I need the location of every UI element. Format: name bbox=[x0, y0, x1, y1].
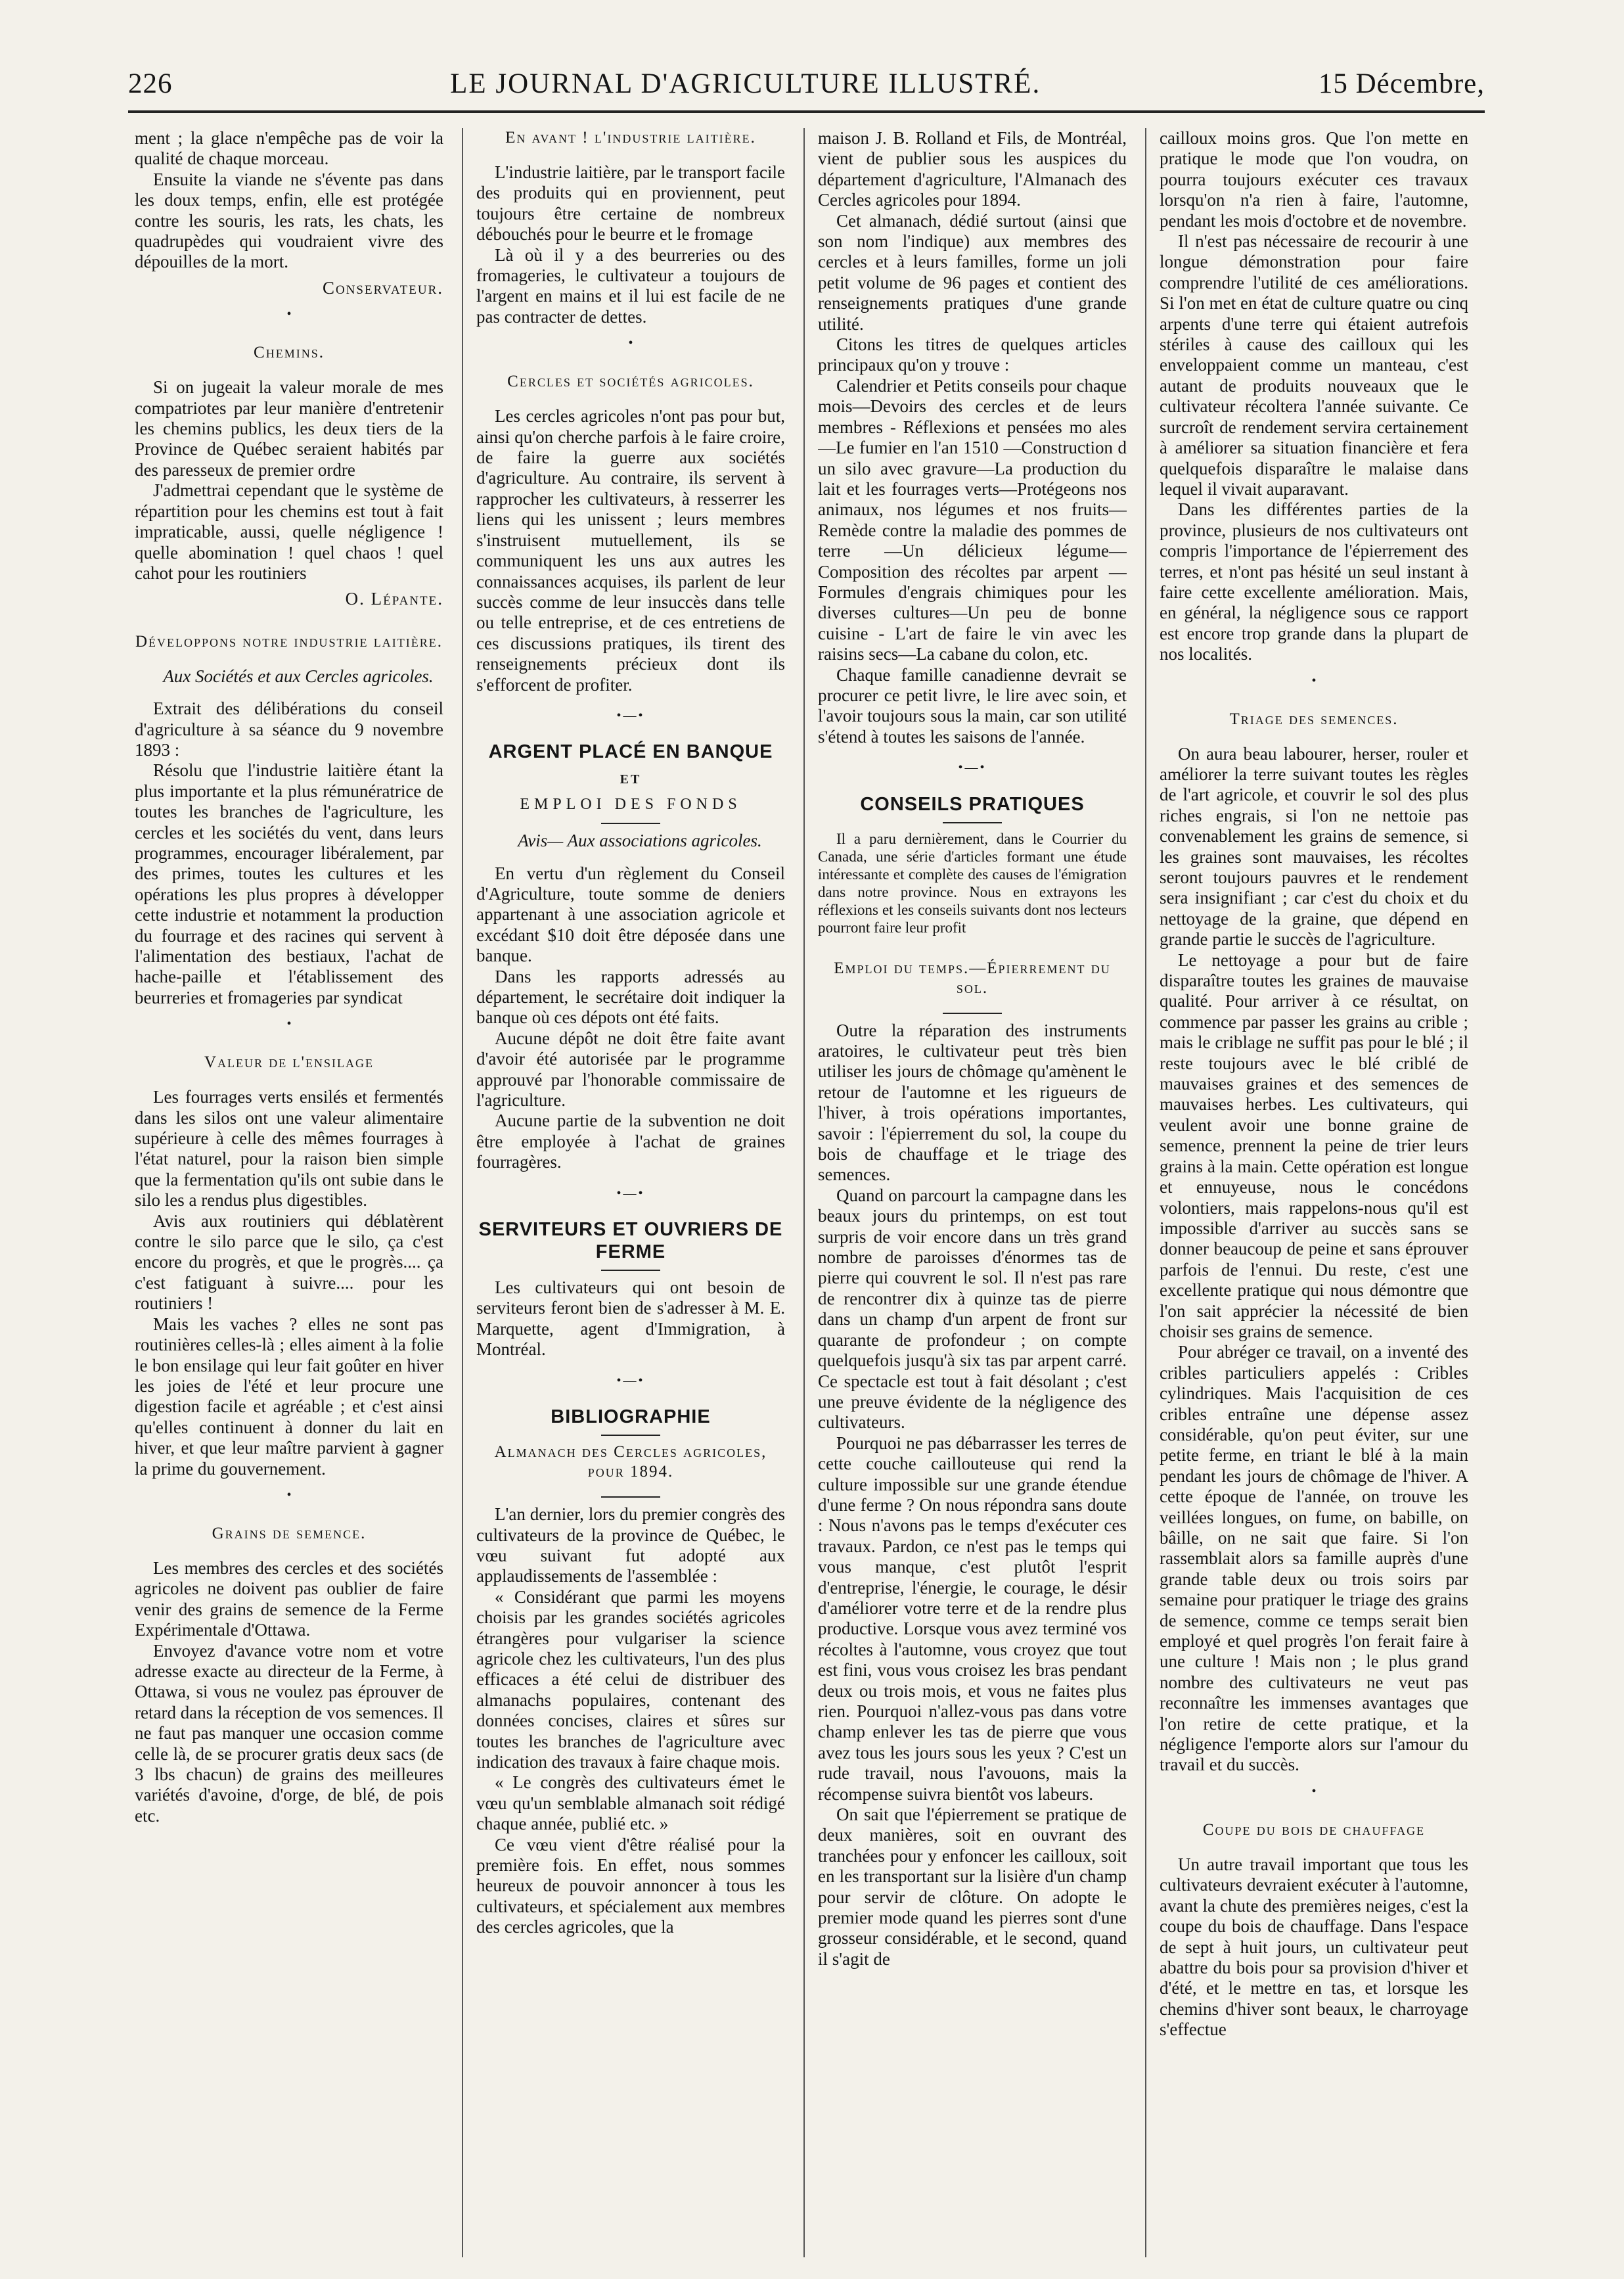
article-paragraph: Dans les différentes parties de la province, plusieurs de nos cultivateurs ont compris l'importance de l'épierrement des terres, et n'ont pas hésité un seul instant à faire cette excellente amélioration. Mais, en général, la négligence sous ce rapport est encore trop grande dans la plupart de nos localités. bbox=[1160, 499, 1468, 664]
article-paragraph: On sait que l'épierrement se pratique de deux manières, soit en ouvrant des tranchées pour y enfoncer les cailloux, soit en les transportant sur la lisière d'un champ pour servir de clôture. On adopte le premier mode quand les pierres sont d'une grosseur considérable, et le second, quand il s'agit de bbox=[818, 1805, 1127, 1969]
article-paragraph: Il n'est pas nécessaire de recourir à une longue démonstration pour faire comprendre l'utilité de ces améliorations. Si l'on met en état de culture quatre ou cinq arpents d'une terre qui étaient autrefois stériles à cause des cailloux qui les enveloppaient comme un manteau, c'est autant de produits nouveaux que le cultivateur récoltera l'année suivante. Ce surcroît de rendement servira certainement à améliorer sa situation financière et fera quelquefois disparaître le malaise dans lequel il vivait auparavant. bbox=[1160, 231, 1468, 499]
title-rule bbox=[601, 1496, 660, 1498]
column-divider bbox=[462, 128, 463, 2257]
section-heading: Cercles et sociétés agricoles. bbox=[507, 373, 754, 391]
column-divider bbox=[803, 128, 805, 2257]
journal-title: LE JOURNAL D'AGRICULTURE ILLUSTRÉ. bbox=[450, 68, 1041, 99]
article-paragraph: Pour abréger ce travail, on a inventé des cribles particuliers appelés : Cribles cylindriques. Mais l'acquisition de ces cribles entraîne une dépense assez considérable, qu'on peut éviter, sur une petite ferme, en triant le blé à la main pendant les jours de chômage de l'hiver. A cette époque de l'année, on trouve les veillées longues, on fume, on babille, on bâille, on ne sait que faire. Si l'on rassemblait alors sa famille auprès d'une grande table deux ou trois soirs par semaine pour pratiquer le triage des grains de semence, comme ce temps serait bien employé et quel progrès l'on ferait faire à une culture ! Mais non ; le plus grand nombre des cultivateurs ne veut pas reconnaître les immenses avantages que l'on retire de cette pratique, et la négligence l'emporte alors sur l'amour du travail et du succès. bbox=[1160, 1342, 1468, 1775]
article-paragraph: Calendrier et Petits conseils pour chaque mois—Devoirs des cercles et de leurs membres - Réflexions et pensées mo ales—Le fumier en l'an 1510 —Construction d un silo avec gravure—La production du lait et les fourrages verts—Protégeons nos animaux, nos légumes et nos fruits—Remède contre la maladie des pommes de terre —Un délicieux légume—Composition des récoltes par arpent —Formules d'engrais chimiques pour les diverses cultures—Un peu de bonne cuisine - L'art de faire le vin avec les raisins secs—La cabane du colon, etc. bbox=[818, 375, 1127, 664]
section-title: ARGENT PLACÉ EN BANQUE bbox=[488, 741, 773, 763]
signature: Conservateur. bbox=[322, 277, 443, 298]
column-3 bbox=[818, 128, 1127, 2257]
article-paragraph: Envoyez d'avance votre nom et votre adresse exacte au directeur de la Ferme, à Ottawa, si vous ne voulez pas éprouver de retard dans la réception de vos semences. Il ne faut pas manquer une occasion comme celle là, de se procurer gratis deux sacs (de 3 lbs chacun) de grains des meilleures variétés d'avoine, d'orge, de blé, de pois etc. bbox=[135, 1640, 443, 1826]
title-rule bbox=[601, 823, 660, 824]
article-paragraph: Un autre travail important que tous les cultivateurs devraient exécuter à l'automne, avant la chute des premières neiges, c'est la coupe du bois de chauffage. Dans l'espace de sept à huit jours, un cultivateur peut abattre du bois pour sa provision d'hiver et d'été, et le mettre en tas, et lorsque les chemins d'hiver sont beaux, le charroyage s'effectue bbox=[1160, 1854, 1468, 2040]
section-heading: Almanach des Cercles agricoles, pour 1894. bbox=[494, 1443, 767, 1481]
column-1 bbox=[135, 128, 443, 2257]
column-divider bbox=[1145, 128, 1146, 2257]
article-paragraph: Outre la réparation des instruments aratoires, le cultivateur peut très bien utiliser les jours de chômage qu'amènent le retour de l'automne et les rigueurs de l'hiver, à trois opérations importantes, savoir : l'épierrement du sol, la coupe du bois de chauffage et le triage des semences. bbox=[818, 1020, 1127, 1185]
article-paragraph: Extrait des délibérations du conseil d'agriculture à sa séance du 9 novembre 1893 : bbox=[135, 699, 443, 760]
article-paragraph: « Le congrès des cultivateurs émet le vœu qu'un semblable almanach soit rédigé chaque année, publié etc. » bbox=[476, 1772, 785, 1834]
article-paragraph: « Considérant que parmi les moyens choisis par les grandes sociétés agricoles étrangères pour vulgariser la science agricole chez les cultivateurs, l'un des plus efficaces a été celui de distribuer des almanachs populaires, contenant des données concises, claires et sûres sur toutes les branches de l'agriculture avec indication des travaux à faire chaque mois. bbox=[476, 1586, 785, 1772]
section-title: SERVITEURS ET OUVRIERS DE FERME bbox=[478, 1219, 783, 1263]
section-subheading: Aux Sociétés et aux Cercles agricoles. bbox=[163, 666, 434, 686]
article-paragraph: Aucune partie de la subvention ne doit être employée à l'achat de graines fourragères. bbox=[476, 1111, 785, 1172]
section-heading: Coupe du bois de chauffage bbox=[1202, 1820, 1426, 1839]
separator-stars: •—• bbox=[616, 1186, 645, 1201]
article-paragraph: Le nettoyage a pour but de faire disparaître toutes les graines de mauvaise qualité. Pour arriver à ce résultat, on commence par passer les grains au crible ; mais le criblage ne suffit pas pour le blé ; il reste toujours avec le blé criblé de mauvaises graines et des semences de mauvaises herbes. Les cultivateurs, qui veulent avoir une bonne graine de semence, prennent la peine de trier leurs grains à la main. Cette opération est longue et ennuyeuse, nous le concédons volontiers, mais rappelons-nous qu'il est impossible d'arriver au succès sans se donner beaucoup de peine et sans éprouver parfois de l'ennui. Du reste, c'est une excellente pratique qui nous démontre que l'on sait apprécier la nécessité de bien choisir ses grains de semence. bbox=[1160, 950, 1468, 1341]
page-header bbox=[128, 60, 1485, 106]
article-paragraph: ment ; la glace n'empêche pas de voir la qualité de chaque morceau. bbox=[135, 128, 443, 169]
section-heading: Triage des semences. bbox=[1229, 710, 1399, 728]
column-4 bbox=[1160, 128, 1468, 2257]
article-paragraph: Dans les rapports adressés au département, le secrétaire doit indiquer la banque où ces dépots ont été faits. bbox=[476, 966, 785, 1028]
section-title: BIBLIOGRAPHIE bbox=[551, 1406, 711, 1428]
section-title-connector: ET bbox=[620, 772, 642, 787]
section-heading: Chemins. bbox=[254, 344, 325, 362]
article-paragraph: En vertu d'un règlement du Conseil d'Agriculture, toute somme de deniers appartenant à une association agricole et excédant $10 doit être déposée dans une banque. bbox=[476, 863, 785, 966]
separator-stars: •—• bbox=[958, 760, 987, 775]
header-rule bbox=[128, 110, 1485, 113]
title-rule bbox=[943, 822, 1002, 823]
article-paragraph: Quand on parcourt la campagne dans les beaux jours du printemps, on est tout surpris de voir encore dans un très grand nombre de paroisses d'énormes tas de pierre qui couvrent le sol. Il n'est pas rare de rencontrer dix à quinze tas de pierre dans un champ d'un arpent de front sur quarante de profondeur ; on compte quelquefois jusqu'à six tas par arpent carré. Ce spectacle est tout à fait désolant ; c'est une preuve évidente de la négligence des cultivateurs. bbox=[818, 1185, 1127, 1433]
article-paragraph: Les fourrages verts ensilés et fermentés dans les silos ont une valeur alimentaire supérieure à celle des mêmes fourrages à l'état naturel, pour la raison bien simple que la fermentation qu'ils ont subie dans le silo les a rendus plus digestibles. bbox=[135, 1087, 443, 1210]
column-2 bbox=[476, 128, 785, 2257]
article-paragraph: Les membres des cercles et des sociétés agricoles ne doivent pas oublier de faire venir des grains de semence de la Ferme Expérimentale d'Ottawa. bbox=[135, 1557, 443, 1640]
article-paragraph: Ce vœu vient d'être réalisé pour la première fois. En effet, nous sommes heureux de pouvoir annoncer à tous les cultivateurs, et spécialement aux membres des cercles agricoles, que la bbox=[476, 1834, 785, 1937]
separator-dot: • bbox=[1311, 1784, 1317, 1799]
section-heading: Emploi du temps.—Épierrement du sol. bbox=[834, 959, 1111, 997]
article-paragraph: J'admettrai cependant que le système de répartition pour les chemins est tout à fait impraticable, aussi, quelle négligence ! quelle abomination ! quel chaos ! quel cahot pour les routiniers bbox=[135, 480, 443, 583]
article-paragraph: cailloux moins gros. Que l'on mette en pratique le mode que l'on voudra, on pourra toujours exécuter ces travaux lorsqu'on n'a rien à faire, l'automne, pendant les mois d'octobre et de novembre. bbox=[1160, 128, 1468, 231]
separator-dot: • bbox=[1311, 673, 1317, 688]
article-paragraph: Citons les titres de quelques articles principaux qu'on y trouve : bbox=[818, 334, 1127, 375]
title-rule bbox=[601, 1435, 660, 1436]
article-paragraph: Chaque famille canadienne devrait se procurer ce petit livre, le lire avec soin, et l'avoir toujours sous la main, car son utilité s'étend à toutes les saisons de l'année. bbox=[818, 664, 1127, 747]
separator-dot: • bbox=[286, 1487, 292, 1502]
article-paragraph: Avis aux routiniers qui déblatèrent contre le silo parce que le silo, ça c'est encore du progrès, et que le progrès.... ça c'est fatiguant à suivre.... pour les routiniers ! bbox=[135, 1210, 443, 1314]
section-heading: Grains de semence. bbox=[212, 1524, 367, 1542]
article-paragraph: L'industrie laitière, par le transport facile des produits qui en proviennent, peut toujours être certaine de nombreux débouchés pour le beurre et le fromage bbox=[476, 162, 785, 244]
article-paragraph: Les cercles agricoles n'ont pas pour but, ainsi qu'on cherche parfois à le faire croire, de faire la guerre aux sociétés d'agriculture. Au contraire, ils servent à rapprocher les cultivateurs, à resserrer les liens qui les unissent ; leurs membres s'instruisent mutuellement, ils se communiquent les uns aux autres les connaissances acquises, ils parlent de leur succès comme de leur insuccès dans telle ou telle entreprise, et de ces entretiens de ces discussions pratiques, ils tirent des renseignements précieux dont ils s'efforcent de profiter. bbox=[476, 406, 785, 695]
section-title: CONSEILS PRATIQUES bbox=[860, 793, 1085, 815]
article-paragraph: Là où il y a des beurreries ou des fromageries, le cultivateur a toujours de l'argent en mains et il lui est facile de ne pas contracter de dettes. bbox=[476, 244, 785, 327]
issue-date: 15 Décembre, bbox=[1318, 68, 1485, 99]
article-paragraph: maison J. B. Rolland et Fils, de Montréal, vient de publier sous les auspices du département d'agriculture, l'Almanach des Cercles agricoles pour 1894. bbox=[818, 128, 1127, 210]
separator-dot: • bbox=[286, 1017, 292, 1032]
section-heading: Développons notre industrie laitière. bbox=[135, 632, 443, 651]
separator-dot: • bbox=[286, 307, 292, 322]
article-paragraph: Ensuite la viande ne s'évente pas dans les doux temps, enfin, elle est protégée contre les souris, les rats, les chats, les quadrupèdes qui voudraient vivre des dépouilles de la mort. bbox=[135, 169, 443, 272]
section-heading: En avant ! l'industrie laitière. bbox=[505, 129, 756, 147]
article-paragraph: L'an dernier, lors du premier congrès des cultivateurs de la province de Québec, le vœu suivant fut adopté aux applaudissements de l'assemblée : bbox=[476, 1504, 785, 1586]
article-paragraph: Les cultivateurs qui ont besoin de serviteurs feront bien de s'adresser à M. E. Marquette, agent d'Immigration, à Montréal. bbox=[476, 1278, 785, 1360]
article-paragraph: Cet almanach, dédié surtout (ainsi que son nom l'indique) aux membres des cercles et à leurs familles, forme un joli petit volume de 96 pages et contient des renseignements pratiques d'une grande utilité. bbox=[818, 210, 1127, 334]
title-rule bbox=[601, 1270, 660, 1271]
separator-stars: •—• bbox=[616, 1373, 645, 1388]
title-rule bbox=[943, 1013, 1002, 1014]
article-paragraph: Résolu que l'industrie laitière étant la plus importante et la plus rémunératrice de toutes les branches de l'agriculture, les cercles et les sociétés du vent, dans leurs programmes, encourager libéralement, par des primes, toutes les cultures et les opérations les plus propres à développer cette industrie et notamment la production du fourrage et des racines qui servent à l'alimentation des bestiaux, l'achat de hache-paille et l'établissement des beurreries et fromageries par syndicat bbox=[135, 760, 443, 1007]
separator-stars: •—• bbox=[616, 708, 645, 723]
section-subheading: Avis— Aux associations agricoles. bbox=[518, 831, 762, 851]
article-paragraph: Il a paru dernièrement, dans le Courrier du Canada, une série d'articles formant une étude intéressante et complète des causes de l'émigration dans notre province. Nous en extrayons les réflexions et les conseils suivants dont nos lecteurs pourront faire leur profit bbox=[818, 830, 1127, 936]
signature: O. Lépante. bbox=[345, 589, 443, 609]
article-paragraph: On aura beau labourer, herser, rouler et améliorer la terre suivant toutes les règles de l'art agricole, et couvrir le sol des plus riches engrais, si l'on ne nettoie pas convenablement les grains de semence, si les graines sont mauvaises, les récoltes seront toujours pauvres et le rendement sera insignifiant ; car c'est du choix et du nettoyage de la graine, que dépend en grande partie le succès de l'agriculture. bbox=[1160, 743, 1468, 950]
article-paragraph: Pourquoi ne pas débarrasser les terres de cette couche caillouteuse qui rend la culture impossible sur une grande étendue d'une ferme ? On nous répondra sans doute : Nous n'avons pas le temps d'exécuter ces travaux. Pardon, ce n'est pas le temps qui vous manque, c'est plutôt l'esprit d'entreprise, l'énergie, le courage, le désir d'améliorer votre terre et de la rendre plus productive. Lorsque vous avez terminé vos récoltes à l'automne, vous croyez que tout est fini, vous vous croisez les bras pendant deux ou trois mois, et vous ne faites plus rien. Pourquoi n'allez-vous pas dans votre champ enlever les tas de pierre que vous avez tous les jours sous les yeux ? C'est un rude travail, nous l'avouons, mais la récompense suivra bientôt vos labeurs. bbox=[818, 1433, 1127, 1804]
section-heading: Valeur de l'ensilage bbox=[204, 1053, 374, 1072]
separator-dot: • bbox=[628, 336, 633, 351]
article-paragraph: Mais les vaches ? elles ne sont pas routinières celles-là ; elles aiment à la folie le bon ensilage qui leur fait goûter en hiver les joies de l'été et leur procure une digestion facile et agréable ; et c'est ainsi qu'elles continuent à donner du lait en hiver, et que leur maître parvient à gagner la prime du gouvernement. bbox=[135, 1314, 443, 1479]
page-number: 226 bbox=[128, 68, 173, 99]
section-title-secondary: EMPLOI DES FONDS bbox=[520, 795, 742, 813]
article-paragraph: Aucune dépôt ne doit être faite avant d'avoir été autorisée par le programme approuvé par l'honorable commissaire de l'agriculture. bbox=[476, 1028, 785, 1111]
article-paragraph: Si on jugeait la valeur morale de mes compatriotes par leur manière d'entretenir les chemins publics, les deux tiers de la Province de Québec seraient habités par des paresseux de premier ordre bbox=[135, 377, 443, 480]
